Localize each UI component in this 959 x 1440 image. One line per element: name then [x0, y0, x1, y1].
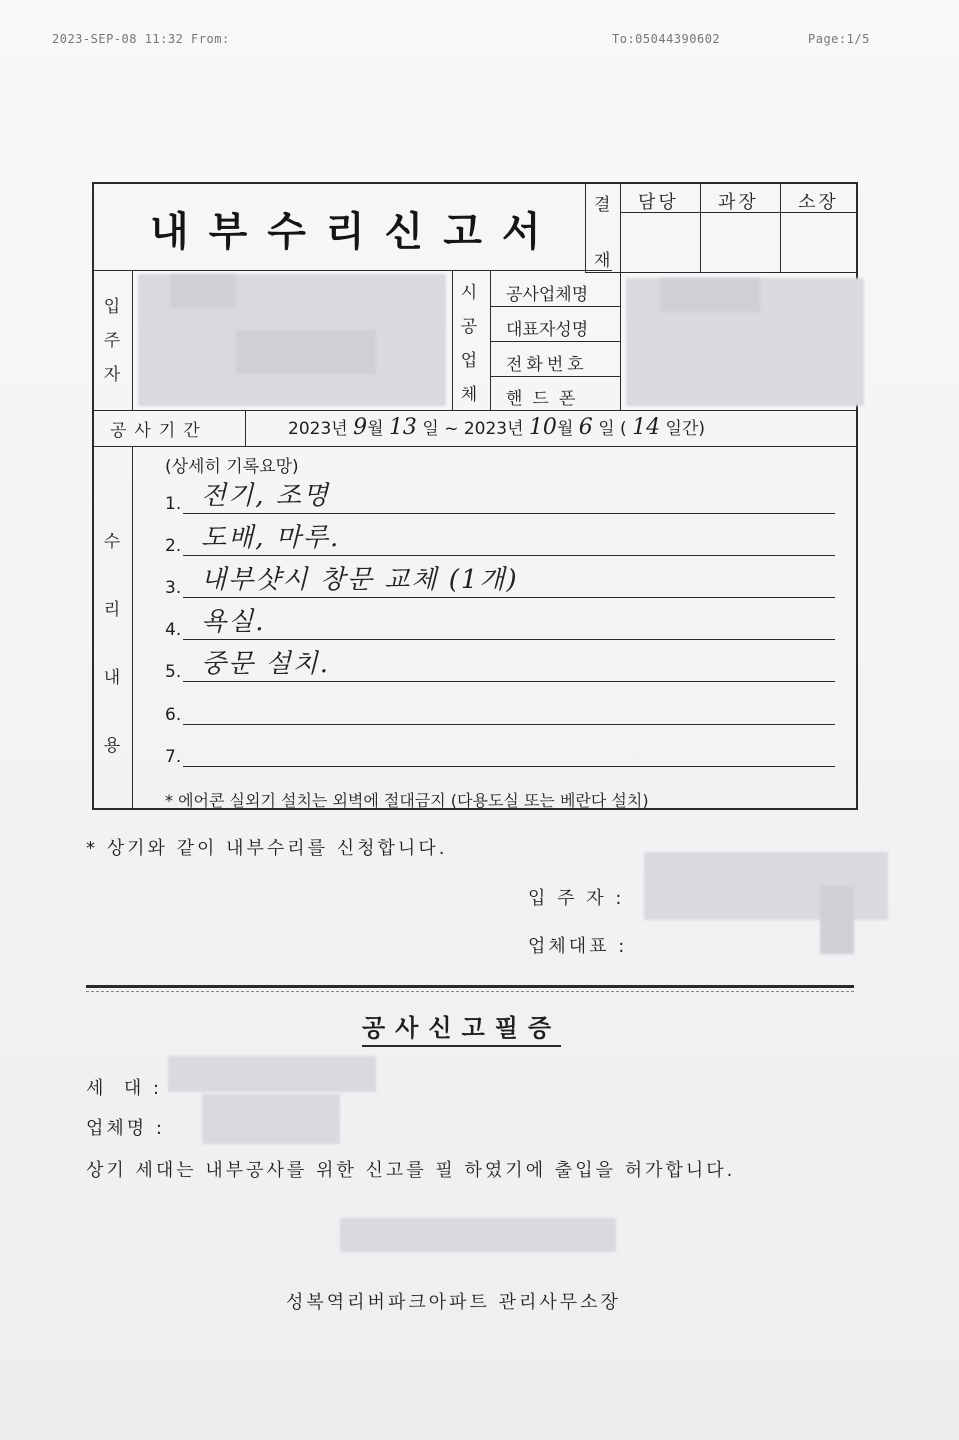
certificate-household-label: 세 대 : — [86, 1078, 163, 1099]
certificate-statement: 상기 세대는 내부공사를 위한 신고를 필 하였기에 출입을 허가합니다. — [86, 1160, 736, 1181]
grid-line — [132, 270, 133, 410]
approval-label-top: 결 — [594, 195, 611, 215]
grid-line — [490, 270, 491, 410]
approval-col-director: 소장 — [798, 192, 839, 213]
approval-col-staff: 담당 — [638, 192, 679, 213]
certificate-title: 공사신고필증 — [362, 1008, 561, 1047]
grid-line — [92, 446, 858, 447]
approval-col-section-chief: 과장 — [718, 192, 759, 213]
period-start-month: 9 — [353, 415, 368, 440]
contractor-label — [457, 276, 481, 412]
grid-line — [585, 182, 586, 272]
period-start-day: 13 — [388, 415, 417, 440]
grid-line — [92, 270, 612, 271]
repair-item-text: 내부샷시 창문 교체 (1개) — [201, 565, 519, 595]
period-label: 공사기간 — [110, 421, 208, 441]
period-days: 14 — [632, 415, 661, 440]
redacted-block — [660, 278, 760, 312]
contractor-ceo-label: 대표자성명 — [506, 320, 589, 340]
resident-label-char: 입 — [103, 297, 121, 317]
grid-line — [780, 182, 781, 272]
redacted-block — [236, 330, 376, 374]
repair-item-text: 전기, 조명 — [201, 481, 330, 511]
section-divider — [86, 985, 854, 988]
repair-item-line — [183, 681, 835, 682]
content-label-char: 수 — [103, 532, 121, 552]
content-label-char: 리 — [103, 600, 121, 620]
grid-line — [620, 182, 621, 272]
content-label-char: 용 — [103, 736, 121, 756]
period-tilde: ~ — [444, 419, 459, 439]
fax-datetime: 2023-SEP-08 11:32 From: — [52, 32, 230, 46]
repair-item-row — [165, 481, 835, 516]
repair-item-row — [165, 565, 835, 600]
resident-label-char: 주 — [103, 331, 121, 351]
repair-item-row — [165, 607, 835, 642]
sign-contractor-label: 업체대표 : — [528, 936, 628, 957]
repair-item-line — [183, 766, 835, 767]
contractor-label-char: 시 — [460, 283, 478, 303]
repair-item-number: 1. — [165, 494, 182, 514]
repair-item-line — [183, 639, 835, 640]
repair-item-number: 3. — [165, 578, 182, 598]
repair-item-line — [183, 724, 835, 725]
redacted-company — [202, 1094, 340, 1144]
grid-line — [700, 182, 701, 272]
repair-item-row — [165, 739, 835, 769]
contractor-phone-label: 전화번호 — [506, 355, 588, 375]
aircon-footnote: * 에어콘 실외기 설치는 외벽에 절대금지 (다용도실 또는 베란다 설치) — [165, 791, 649, 810]
issuer-name: 성복역리버파크아파트 관리사무소장 — [286, 1292, 621, 1313]
grid-line — [245, 410, 246, 446]
content-label — [100, 508, 124, 780]
period-end-month: 10 — [528, 415, 557, 440]
grid-line — [132, 446, 133, 810]
period-start-year: 2023년 — [288, 419, 348, 439]
approval-label-bottom: 재 — [594, 251, 611, 271]
section-divider — [86, 991, 854, 992]
repair-item-text: 중문 설치. — [201, 649, 330, 679]
fax-recipient: To:05044390602 — [612, 32, 721, 46]
period-day-unit: 일 — [422, 419, 439, 439]
repair-item-row — [165, 697, 835, 727]
grid-line — [490, 306, 620, 307]
repair-item-text: 도배, 마루. — [201, 523, 341, 553]
contractor-company-label: 공사업체명 — [506, 285, 589, 305]
redacted-block — [170, 274, 236, 308]
period-day-unit: 일 — [598, 419, 615, 439]
form-title: 내부수리신고서 — [150, 209, 561, 255]
period-month-unit: 월 — [367, 419, 384, 439]
period-month-unit: 월 — [556, 419, 574, 439]
repair-item-line — [183, 513, 835, 514]
repair-item-text: 욕실. — [201, 607, 266, 637]
contractor-label-char: 공 — [460, 317, 478, 337]
contractor-label-char: 체 — [460, 385, 478, 405]
grid-line — [620, 272, 621, 410]
repair-item-row — [165, 649, 835, 684]
period-end-year: 2023년 — [463, 419, 524, 439]
resident-label-char: 자 — [103, 365, 121, 385]
redacted-date-stamp — [340, 1218, 616, 1252]
sign-resident-label: 입 주 자 : — [528, 888, 625, 909]
apply-statement: * 상기와 같이 내부수리를 신청합니다. — [86, 838, 448, 859]
period-value — [288, 414, 705, 440]
repair-item-number: 5. — [165, 662, 182, 682]
repair-item-number: 7. — [165, 747, 182, 767]
grid-line — [490, 376, 620, 377]
certificate-company-label: 업체명 : — [86, 1118, 165, 1139]
redacted-household — [168, 1056, 376, 1092]
fax-page-number: Page:1/5 — [808, 32, 870, 46]
grid-line — [585, 272, 858, 273]
grid-line — [452, 270, 453, 410]
period-end-day: 6 — [578, 415, 593, 440]
repair-item-line — [183, 597, 835, 598]
repair-item-number: 6. — [165, 705, 182, 725]
contractor-label-char: 업 — [460, 351, 478, 371]
grid-line — [490, 341, 620, 342]
content-label-char: 내 — [103, 668, 121, 688]
repair-item-number: 4. — [165, 620, 182, 640]
period-open-paren: ( — [620, 419, 627, 439]
contractor-mobile-label: 핸드폰 — [506, 389, 586, 409]
detail-note: (상세히 기록요망) — [165, 457, 299, 477]
repair-item-row — [165, 523, 835, 558]
repair-item-number: 2. — [165, 536, 182, 556]
period-days-unit: 일간) — [665, 419, 705, 439]
repair-item-line — [183, 555, 835, 556]
redacted-contractor-signature — [820, 886, 854, 954]
resident-label — [100, 290, 124, 392]
